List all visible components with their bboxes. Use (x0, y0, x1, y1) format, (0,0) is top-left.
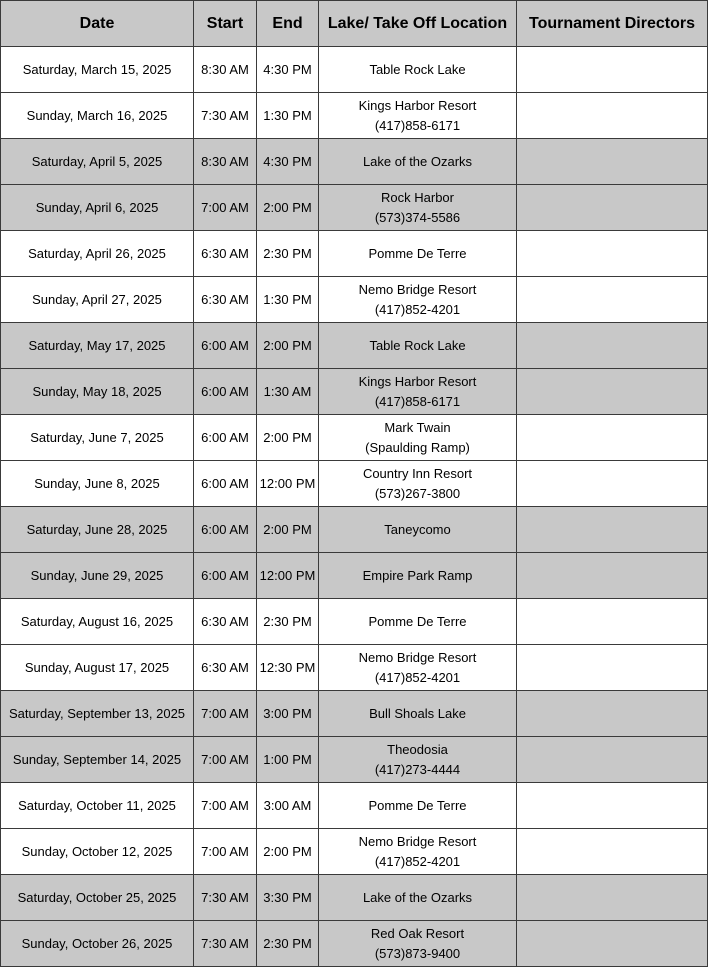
directors-cell (517, 461, 708, 507)
location-name: Kings Harbor Resort (358, 97, 477, 113)
start-cell: 7:30 AM (194, 921, 257, 967)
location-cell (319, 461, 517, 507)
directors-cell (517, 185, 708, 231)
location-cell (319, 553, 517, 599)
end-cell: 1:30 PM (257, 93, 319, 139)
table-row (1, 323, 708, 369)
location-detail: (573)873-9400 (374, 945, 461, 961)
date-cell: Sunday, May 18, 2025 (1, 369, 194, 415)
location-name: Pomme De Terre (368, 613, 467, 629)
location-cell (319, 829, 517, 875)
directors-cell (517, 93, 708, 139)
location-name: Nemo Bridge Resort (358, 649, 477, 665)
location-cell (319, 645, 517, 691)
location-name: Nemo Bridge Resort (358, 833, 477, 849)
end-cell: 2:30 PM (257, 599, 319, 645)
location-detail: (417)852-4201 (374, 301, 461, 317)
location-cell (319, 691, 517, 737)
directors-cell (517, 921, 708, 967)
location-name: Lake of the Ozarks (362, 153, 473, 169)
table-row (1, 47, 708, 93)
table-row (1, 553, 708, 599)
location-name: Pomme De Terre (368, 245, 467, 261)
date-cell: Sunday, June 29, 2025 (1, 553, 194, 599)
location-name: Empire Park Ramp (362, 567, 473, 583)
location-name: Rock Harbor (381, 189, 454, 205)
table-row (1, 185, 708, 231)
end-cell: 1:30 PM (257, 277, 319, 323)
location-cell (319, 323, 517, 369)
table-row (1, 277, 708, 323)
directors-cell (517, 415, 708, 461)
date-cell: Saturday, August 16, 2025 (1, 599, 194, 645)
location-name: Pomme De Terre (368, 797, 467, 813)
end-cell: 4:30 PM (257, 47, 319, 93)
directors-cell (517, 875, 708, 921)
table-row (1, 783, 708, 829)
date-cell: Saturday, May 17, 2025 (1, 323, 194, 369)
date-cell: Sunday, April 27, 2025 (1, 277, 194, 323)
directors-cell (517, 231, 708, 277)
start-cell: 7:30 AM (194, 875, 257, 921)
table-row (1, 691, 708, 737)
date-cell: Saturday, June 7, 2025 (1, 415, 194, 461)
start-cell: 6:00 AM (194, 507, 257, 553)
location-cell (319, 875, 517, 921)
directors-cell (517, 737, 708, 783)
table-row (1, 93, 708, 139)
end-cell: 2:00 PM (257, 507, 319, 553)
date-cell: Saturday, April 26, 2025 (1, 231, 194, 277)
location-cell (319, 921, 517, 967)
date-cell: Sunday, August 17, 2025 (1, 645, 194, 691)
date-cell: Sunday, March 16, 2025 (1, 93, 194, 139)
end-cell: 1:00 PM (257, 737, 319, 783)
table-row (1, 461, 708, 507)
location-detail: (417)852-4201 (374, 669, 461, 685)
location-name: Table Rock Lake (369, 61, 466, 77)
location-name: Taneycomo (384, 521, 451, 537)
end-cell: 2:30 PM (257, 921, 319, 967)
start-cell: 7:00 AM (194, 783, 257, 829)
start-cell: 6:00 AM (194, 369, 257, 415)
date-cell: Saturday, April 5, 2025 (1, 139, 194, 185)
date-cell: Saturday, March 15, 2025 (1, 47, 194, 93)
directors-cell (517, 691, 708, 737)
start-cell: 7:00 AM (194, 829, 257, 875)
date-cell: Sunday, September 14, 2025 (1, 737, 194, 783)
directors-cell (517, 369, 708, 415)
directors-cell (517, 553, 708, 599)
date-cell: Saturday, October 11, 2025 (1, 783, 194, 829)
start-cell: 6:30 AM (194, 277, 257, 323)
location-cell (319, 139, 517, 185)
directors-cell (517, 599, 708, 645)
date-cell: Saturday, June 28, 2025 (1, 507, 194, 553)
header-start: Start (194, 1, 257, 47)
table-row (1, 875, 708, 921)
end-cell: 3:00 AM (257, 783, 319, 829)
location-cell (319, 737, 517, 783)
location-detail: (573)267-3800 (374, 485, 461, 501)
location-cell (319, 369, 517, 415)
end-cell: 4:30 PM (257, 139, 319, 185)
date-cell: Saturday, September 13, 2025 (1, 691, 194, 737)
end-cell: 3:00 PM (257, 691, 319, 737)
start-cell: 6:30 AM (194, 599, 257, 645)
directors-cell (517, 507, 708, 553)
header-location: Lake/ Take Off Location (319, 1, 517, 47)
directors-cell (517, 139, 708, 185)
directors-cell (517, 323, 708, 369)
location-detail: (573)374-5586 (374, 209, 461, 225)
header-date: Date (1, 1, 194, 47)
end-cell: 12:00 PM (257, 553, 319, 599)
end-cell: 2:00 PM (257, 323, 319, 369)
table-row (1, 645, 708, 691)
table-row (1, 369, 708, 415)
end-cell: 2:00 PM (257, 829, 319, 875)
location-detail: (417)858-6171 (374, 393, 461, 409)
location-name: Table Rock Lake (369, 337, 466, 353)
start-cell: 6:00 AM (194, 553, 257, 599)
date-cell: Sunday, October 26, 2025 (1, 921, 194, 967)
location-name: Bull Shoals Lake (369, 705, 466, 721)
end-cell: 2:00 PM (257, 185, 319, 231)
table-row (1, 139, 708, 185)
location-cell (319, 507, 517, 553)
start-cell: 6:00 AM (194, 461, 257, 507)
date-cell: Sunday, April 6, 2025 (1, 185, 194, 231)
location-cell (319, 599, 517, 645)
header-end: End (257, 1, 319, 47)
end-cell: 1:30 AM (257, 369, 319, 415)
location-detail: (417)273-4444 (374, 761, 461, 777)
location-name: Nemo Bridge Resort (358, 281, 477, 297)
location-cell (319, 93, 517, 139)
location-detail: (Spaulding Ramp) (365, 439, 470, 455)
schedule-body (1, 47, 708, 967)
end-cell: 3:30 PM (257, 875, 319, 921)
table-row (1, 921, 708, 967)
directors-cell (517, 829, 708, 875)
start-cell: 6:00 AM (194, 323, 257, 369)
table-row (1, 829, 708, 875)
start-cell: 8:30 AM (194, 47, 257, 93)
date-cell: Sunday, October 12, 2025 (1, 829, 194, 875)
table-row (1, 599, 708, 645)
location-name: Theodosia (387, 741, 448, 757)
directors-cell (517, 645, 708, 691)
location-name: Country Inn Resort (362, 465, 473, 481)
start-cell: 6:30 AM (194, 231, 257, 277)
end-cell: 2:00 PM (257, 415, 319, 461)
start-cell: 8:30 AM (194, 139, 257, 185)
location-cell (319, 231, 517, 277)
location-detail: (417)852-4201 (374, 853, 461, 869)
start-cell: 7:00 AM (194, 737, 257, 783)
location-name: Red Oak Resort (370, 925, 465, 941)
date-cell: Sunday, June 8, 2025 (1, 461, 194, 507)
location-name: Mark Twain (384, 419, 451, 435)
header-row (1, 1, 708, 47)
header-directors: Tournament Directors (517, 1, 708, 47)
end-cell: 12:00 PM (257, 461, 319, 507)
location-name: Kings Harbor Resort (358, 373, 477, 389)
table-row (1, 737, 708, 783)
directors-cell (517, 783, 708, 829)
date-cell: Saturday, October 25, 2025 (1, 875, 194, 921)
location-detail: (417)858-6171 (374, 117, 461, 133)
location-cell (319, 415, 517, 461)
location-name: Lake of the Ozarks (362, 889, 473, 905)
end-cell: 12:30 PM (257, 645, 319, 691)
location-cell (319, 277, 517, 323)
directors-cell (517, 277, 708, 323)
start-cell: 6:30 AM (194, 645, 257, 691)
table-row (1, 231, 708, 277)
start-cell: 7:30 AM (194, 93, 257, 139)
table-row (1, 507, 708, 553)
location-cell (319, 185, 517, 231)
directors-cell (517, 47, 708, 93)
location-cell (319, 783, 517, 829)
start-cell: 7:00 AM (194, 185, 257, 231)
location-cell (319, 47, 517, 93)
start-cell: 6:00 AM (194, 415, 257, 461)
start-cell: 7:00 AM (194, 691, 257, 737)
end-cell: 2:30 PM (257, 231, 319, 277)
table-row (1, 415, 708, 461)
